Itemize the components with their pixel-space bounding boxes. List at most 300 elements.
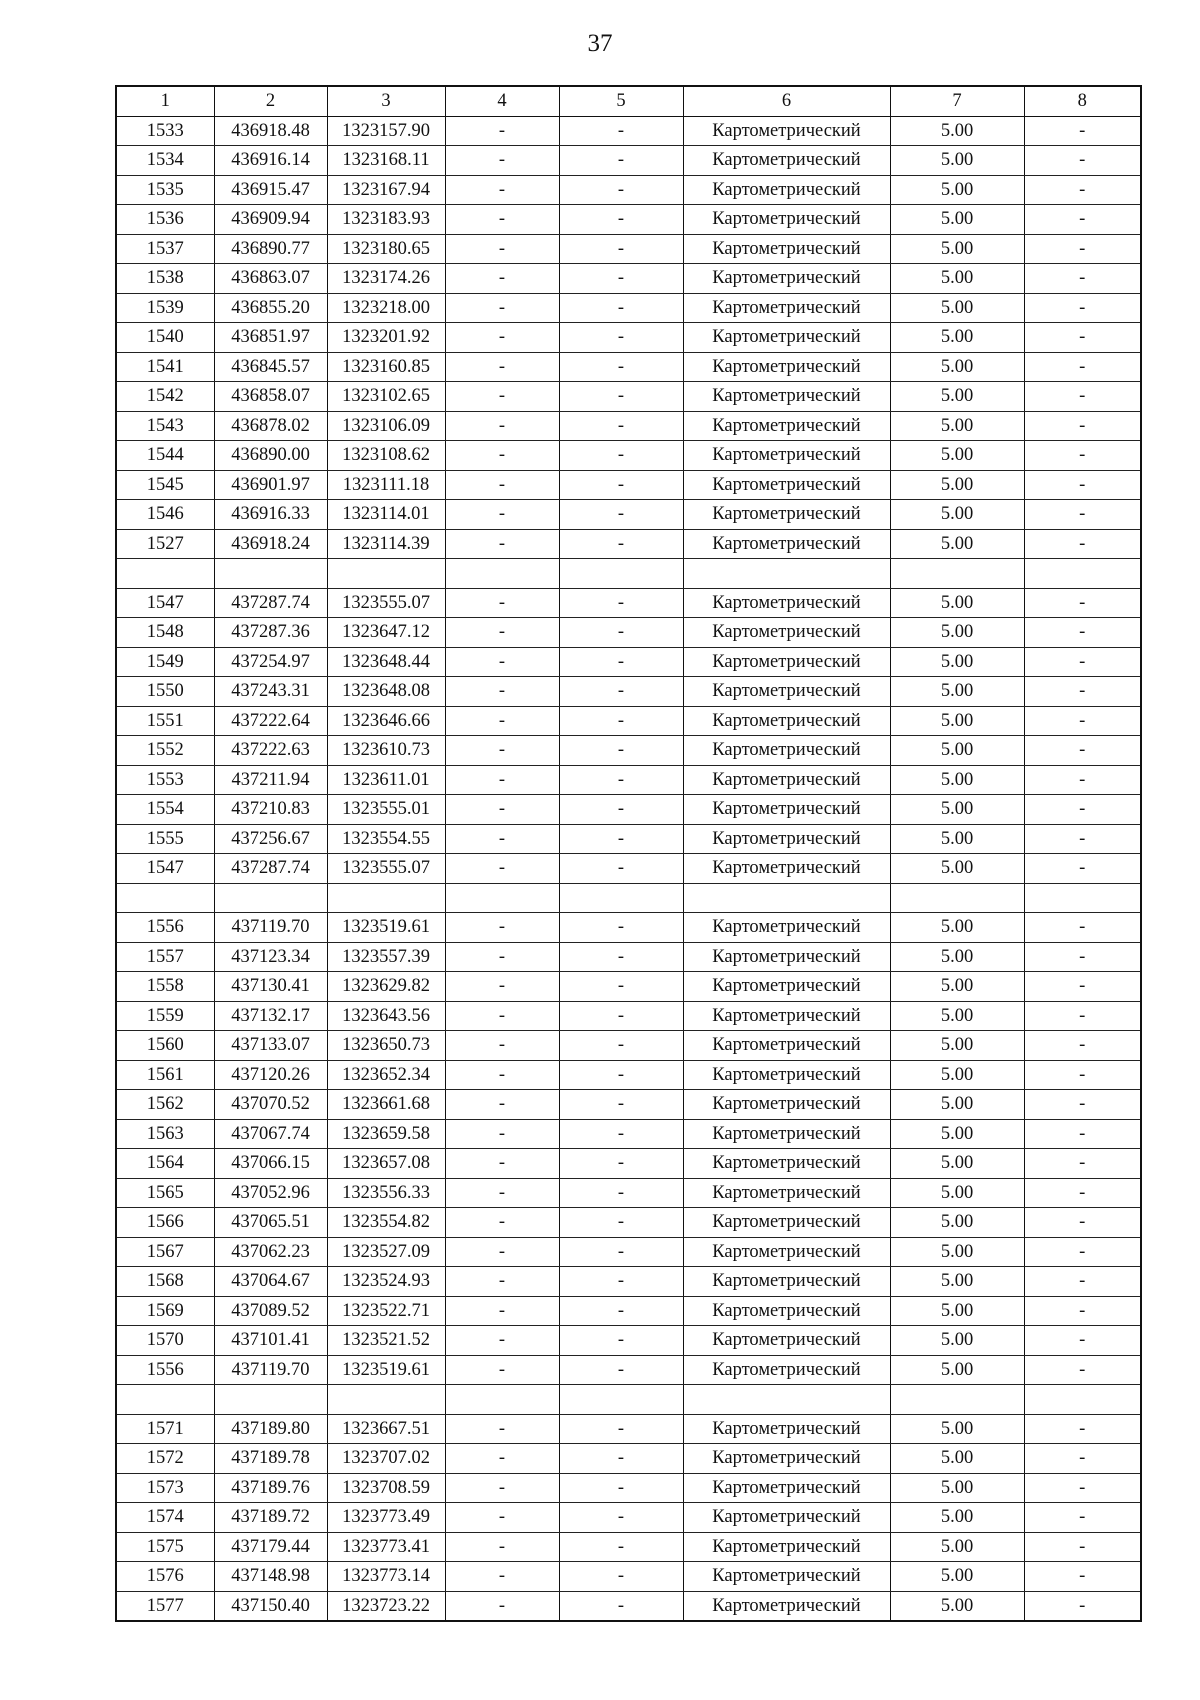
table-cell: 5.00 xyxy=(890,1060,1024,1090)
table-cell: - xyxy=(1024,1444,1141,1474)
table-cell: 1323773.41 xyxy=(327,1532,445,1562)
table-cell: 1568 xyxy=(116,1267,214,1297)
table-cell: Картометрический xyxy=(683,1001,890,1031)
table-cell: - xyxy=(445,441,559,471)
empty-cell xyxy=(445,883,559,913)
table-cell: 1323554.55 xyxy=(327,824,445,854)
table-cell: - xyxy=(559,765,683,795)
table-cell: - xyxy=(1024,677,1141,707)
table-cell: - xyxy=(559,1562,683,1592)
header-cell: 6 xyxy=(683,86,890,116)
table-cell: Картометрический xyxy=(683,588,890,618)
table-cell: Картометрический xyxy=(683,411,890,441)
table-cell: - xyxy=(445,1090,559,1120)
empty-cell xyxy=(214,559,327,589)
table-cell: 436918.24 xyxy=(214,529,327,559)
table-cell: - xyxy=(1024,264,1141,294)
table-cell: - xyxy=(445,913,559,943)
table-cell: - xyxy=(1024,1178,1141,1208)
table-row xyxy=(116,736,1141,766)
table-cell: - xyxy=(1024,175,1141,205)
table-cell: - xyxy=(1024,1355,1141,1385)
empty-cell xyxy=(327,1385,445,1415)
table-cell: Картометрический xyxy=(683,1562,890,1592)
table-cell: 5.00 xyxy=(890,441,1024,471)
table-cell: - xyxy=(445,854,559,884)
table-cell: 5.00 xyxy=(890,1119,1024,1149)
table-row xyxy=(116,1532,1141,1562)
table-cell: Картометрический xyxy=(683,175,890,205)
table-cell: - xyxy=(559,175,683,205)
table-cell: - xyxy=(445,1149,559,1179)
table-cell: - xyxy=(1024,323,1141,353)
table-cell: 1538 xyxy=(116,264,214,294)
table-cell: - xyxy=(1024,1503,1141,1533)
table-cell: - xyxy=(445,1001,559,1031)
table-cell: 437120.26 xyxy=(214,1060,327,1090)
table-cell: 5.00 xyxy=(890,116,1024,146)
table-cell: 1547 xyxy=(116,588,214,618)
table-cell: - xyxy=(445,411,559,441)
table-cell: 1573 xyxy=(116,1473,214,1503)
table-row xyxy=(116,352,1141,382)
table-cell: Картометрический xyxy=(683,1444,890,1474)
table-cell: - xyxy=(1024,1001,1141,1031)
table-cell: 5.00 xyxy=(890,942,1024,972)
table-cell: 5.00 xyxy=(890,146,1024,176)
table-cell: - xyxy=(445,205,559,235)
table-cell: - xyxy=(1024,588,1141,618)
table-cell: - xyxy=(445,1296,559,1326)
table-cell: 1571 xyxy=(116,1414,214,1444)
table-cell: - xyxy=(1024,706,1141,736)
table-cell: 437287.74 xyxy=(214,854,327,884)
empty-cell xyxy=(1024,559,1141,589)
table-row xyxy=(116,411,1141,441)
table-cell: 436890.00 xyxy=(214,441,327,471)
table-cell: 437179.44 xyxy=(214,1532,327,1562)
table-cell: 5.00 xyxy=(890,1296,1024,1326)
table-cell: 1323643.56 xyxy=(327,1001,445,1031)
table-cell: 1550 xyxy=(116,677,214,707)
table-body xyxy=(116,116,1141,1621)
table-cell: 1323521.52 xyxy=(327,1326,445,1356)
table-row xyxy=(116,1060,1141,1090)
table-cell: 1535 xyxy=(116,175,214,205)
table-cell: 5.00 xyxy=(890,470,1024,500)
table-cell: 437123.34 xyxy=(214,942,327,972)
empty-cell xyxy=(1024,1385,1141,1415)
table-cell: 5.00 xyxy=(890,1031,1024,1061)
table-cell: - xyxy=(445,1503,559,1533)
table-row xyxy=(116,913,1141,943)
table-cell: 5.00 xyxy=(890,264,1024,294)
table-cell: Картометрический xyxy=(683,1267,890,1297)
table-cell: 1323707.02 xyxy=(327,1444,445,1474)
table-cell: - xyxy=(559,1208,683,1238)
table-cell: 1323667.51 xyxy=(327,1414,445,1444)
table-cell: - xyxy=(1024,1532,1141,1562)
table-cell: - xyxy=(1024,470,1141,500)
table-cell: 1323648.44 xyxy=(327,647,445,677)
table-cell: Картометрический xyxy=(683,736,890,766)
table-cell: 5.00 xyxy=(890,824,1024,854)
table-cell: Картометрический xyxy=(683,1296,890,1326)
empty-cell xyxy=(327,883,445,913)
table-cell: - xyxy=(1024,352,1141,382)
table-cell: Картометрический xyxy=(683,1119,890,1149)
table-cell: 1323111.18 xyxy=(327,470,445,500)
table-row xyxy=(116,795,1141,825)
table-cell: 437119.70 xyxy=(214,913,327,943)
table-cell: 5.00 xyxy=(890,175,1024,205)
table-cell: - xyxy=(1024,293,1141,323)
table-cell: 1323661.68 xyxy=(327,1090,445,1120)
table-cell: - xyxy=(1024,942,1141,972)
table-cell: 1577 xyxy=(116,1591,214,1621)
table-cell: Картометрический xyxy=(683,205,890,235)
table-cell: Картометрический xyxy=(683,146,890,176)
table-cell: - xyxy=(1024,647,1141,677)
table-cell: Картометрический xyxy=(683,323,890,353)
table-separator-row xyxy=(116,559,1141,589)
table-cell: 1556 xyxy=(116,913,214,943)
table-cell: 5.00 xyxy=(890,765,1024,795)
table-cell: Картометрический xyxy=(683,1591,890,1621)
table-row xyxy=(116,1503,1141,1533)
table-row xyxy=(116,293,1141,323)
table-cell: Картометрический xyxy=(683,1090,890,1120)
table-row xyxy=(116,500,1141,530)
table-cell: - xyxy=(1024,1208,1141,1238)
empty-cell xyxy=(116,1385,214,1415)
empty-cell xyxy=(890,883,1024,913)
empty-cell xyxy=(559,883,683,913)
table-cell: - xyxy=(445,824,559,854)
table-cell: - xyxy=(559,1237,683,1267)
table-cell: - xyxy=(1024,411,1141,441)
table-cell: 1323160.85 xyxy=(327,352,445,382)
table-cell: 5.00 xyxy=(890,1355,1024,1385)
table-separator-row xyxy=(116,1385,1141,1415)
table-cell: Картометрический xyxy=(683,913,890,943)
table-cell: 1561 xyxy=(116,1060,214,1090)
table-cell: - xyxy=(559,1178,683,1208)
empty-cell xyxy=(890,1385,1024,1415)
table-row xyxy=(116,1473,1141,1503)
table-cell: - xyxy=(445,972,559,1002)
table-cell: - xyxy=(559,1001,683,1031)
table-cell: - xyxy=(445,1031,559,1061)
table-cell: 1539 xyxy=(116,293,214,323)
table-cell: - xyxy=(445,647,559,677)
table-cell: 1557 xyxy=(116,942,214,972)
table-cell: 1546 xyxy=(116,500,214,530)
table-cell: 1567 xyxy=(116,1237,214,1267)
table-cell: 1323708.59 xyxy=(327,1473,445,1503)
table-row xyxy=(116,1267,1141,1297)
table-cell: - xyxy=(559,1444,683,1474)
table-row xyxy=(116,1591,1141,1621)
table-cell: 5.00 xyxy=(890,323,1024,353)
table-cell: 437119.70 xyxy=(214,1355,327,1385)
table-cell: - xyxy=(445,588,559,618)
table-cell: - xyxy=(445,1237,559,1267)
table-cell: - xyxy=(559,1060,683,1090)
header-cell: 5 xyxy=(559,86,683,116)
table-cell: - xyxy=(559,1503,683,1533)
table-cell: - xyxy=(445,1208,559,1238)
table-cell: 1323519.61 xyxy=(327,913,445,943)
table-cell: - xyxy=(1024,146,1141,176)
table-cell: - xyxy=(1024,382,1141,412)
table-cell: 436915.47 xyxy=(214,175,327,205)
table-row xyxy=(116,1090,1141,1120)
table-cell: - xyxy=(1024,116,1141,146)
table-cell: 1323168.11 xyxy=(327,146,445,176)
table-cell: - xyxy=(559,1532,683,1562)
table-cell: 437101.41 xyxy=(214,1326,327,1356)
table-cell: - xyxy=(559,352,683,382)
table-cell: 1323610.73 xyxy=(327,736,445,766)
table-cell: 1323555.07 xyxy=(327,854,445,884)
header-cell: 3 xyxy=(327,86,445,116)
table-cell: Картометрический xyxy=(683,1149,890,1179)
table-cell: Картометрический xyxy=(683,352,890,382)
page-number: 37 xyxy=(587,30,613,57)
empty-cell xyxy=(445,559,559,589)
table-cell: 5.00 xyxy=(890,205,1024,235)
empty-cell xyxy=(559,1385,683,1415)
table-cell: 1323519.61 xyxy=(327,1355,445,1385)
table-cell: Картометрический xyxy=(683,1208,890,1238)
table-cell: Картометрический xyxy=(683,470,890,500)
table-cell: 1536 xyxy=(116,205,214,235)
table-cell: 437132.17 xyxy=(214,1001,327,1031)
table-cell: - xyxy=(559,529,683,559)
table-cell: - xyxy=(445,677,559,707)
table-cell: 437256.67 xyxy=(214,824,327,854)
table-cell: Картометрический xyxy=(683,234,890,264)
table-cell: Картометрический xyxy=(683,1060,890,1090)
table-cell: 1545 xyxy=(116,470,214,500)
table-cell: 1572 xyxy=(116,1444,214,1474)
table-cell: 437189.72 xyxy=(214,1503,327,1533)
table-cell: Картометрический xyxy=(683,1473,890,1503)
table-cell: Картометрический xyxy=(683,795,890,825)
table-row xyxy=(116,441,1141,471)
table-cell: 5.00 xyxy=(890,736,1024,766)
table-cell: 5.00 xyxy=(890,1267,1024,1297)
table-cell: 5.00 xyxy=(890,913,1024,943)
table-cell: 5.00 xyxy=(890,588,1024,618)
table-cell: - xyxy=(559,942,683,972)
empty-cell xyxy=(1024,883,1141,913)
table-cell: Картометрический xyxy=(683,618,890,648)
table-cell: 5.00 xyxy=(890,234,1024,264)
table-cell: 437070.52 xyxy=(214,1090,327,1120)
table-cell: - xyxy=(445,1119,559,1149)
table-cell: - xyxy=(559,1031,683,1061)
table-cell: 5.00 xyxy=(890,1001,1024,1031)
table-cell: - xyxy=(559,411,683,441)
table-row xyxy=(116,618,1141,648)
table-row xyxy=(116,1355,1141,1385)
table-cell: - xyxy=(559,1296,683,1326)
table-cell: - xyxy=(559,146,683,176)
table-cell: 5.00 xyxy=(890,1237,1024,1267)
empty-cell xyxy=(683,1385,890,1415)
table-cell: 1576 xyxy=(116,1562,214,1592)
table-cell: 1323555.07 xyxy=(327,588,445,618)
table-cell: - xyxy=(1024,618,1141,648)
table-row xyxy=(116,382,1141,412)
table-cell: - xyxy=(559,647,683,677)
table-cell: Картометрический xyxy=(683,824,890,854)
table-cell: - xyxy=(559,500,683,530)
table-row xyxy=(116,1296,1141,1326)
table-cell: 437133.07 xyxy=(214,1031,327,1061)
table-row xyxy=(116,1149,1141,1179)
table-cell: 1323554.82 xyxy=(327,1208,445,1238)
table-row xyxy=(116,1208,1141,1238)
table-cell: 1323524.93 xyxy=(327,1267,445,1297)
table-cell: - xyxy=(559,293,683,323)
table-cell: 1323106.09 xyxy=(327,411,445,441)
table-row xyxy=(116,706,1141,736)
empty-cell xyxy=(683,883,890,913)
table-cell: Картометрический xyxy=(683,441,890,471)
empty-cell xyxy=(327,559,445,589)
table-cell: 437065.51 xyxy=(214,1208,327,1238)
table-row xyxy=(116,146,1141,176)
table-cell: 1323773.14 xyxy=(327,1562,445,1592)
table-row xyxy=(116,1562,1141,1592)
table-cell: - xyxy=(445,706,559,736)
table-cell: 1554 xyxy=(116,795,214,825)
table-cell: 1323527.09 xyxy=(327,1237,445,1267)
table-cell: 1551 xyxy=(116,706,214,736)
table-cell: 437052.96 xyxy=(214,1178,327,1208)
table-cell: - xyxy=(1024,913,1141,943)
table-cell: 1323102.65 xyxy=(327,382,445,412)
table-cell: 436845.57 xyxy=(214,352,327,382)
table-cell: - xyxy=(445,1355,559,1385)
table-cell: - xyxy=(559,677,683,707)
table-cell: - xyxy=(445,1532,559,1562)
table-cell: - xyxy=(559,470,683,500)
table-cell: - xyxy=(1024,736,1141,766)
table-separator-row xyxy=(116,883,1141,913)
table-cell: 5.00 xyxy=(890,1532,1024,1562)
table-row xyxy=(116,205,1141,235)
table-cell: Картометрический xyxy=(683,1031,890,1061)
table-cell: 5.00 xyxy=(890,1149,1024,1179)
table-cell: - xyxy=(559,1355,683,1385)
table-cell: - xyxy=(559,382,683,412)
table-row xyxy=(116,942,1141,972)
table-cell: 436858.07 xyxy=(214,382,327,412)
empty-cell xyxy=(559,559,683,589)
table-cell: 5.00 xyxy=(890,1473,1024,1503)
table-cell: - xyxy=(559,1473,683,1503)
table-cell: - xyxy=(559,1090,683,1120)
table-row xyxy=(116,175,1141,205)
table-cell: - xyxy=(445,382,559,412)
table-cell: - xyxy=(445,175,559,205)
table-cell: - xyxy=(445,765,559,795)
empty-cell xyxy=(116,883,214,913)
table-cell: 5.00 xyxy=(890,1414,1024,1444)
table-cell: 5.00 xyxy=(890,352,1024,382)
table-cell: 437287.74 xyxy=(214,588,327,618)
table-cell: 5.00 xyxy=(890,677,1024,707)
table-cell: Картометрический xyxy=(683,500,890,530)
table-cell: 437148.98 xyxy=(214,1562,327,1592)
empty-cell xyxy=(214,883,327,913)
table-cell: - xyxy=(445,470,559,500)
table-cell: 437222.64 xyxy=(214,706,327,736)
table-row xyxy=(116,1326,1141,1356)
table-cell: 437211.94 xyxy=(214,765,327,795)
empty-cell xyxy=(445,1385,559,1415)
table-cell: 5.00 xyxy=(890,382,1024,412)
table-cell: 437062.23 xyxy=(214,1237,327,1267)
table-cell: - xyxy=(559,1414,683,1444)
table-row xyxy=(116,1178,1141,1208)
table-cell: 5.00 xyxy=(890,293,1024,323)
table-row xyxy=(116,1237,1141,1267)
table-cell: 1533 xyxy=(116,116,214,146)
table-row xyxy=(116,647,1141,677)
table-cell: - xyxy=(1024,1326,1141,1356)
coordinates-table xyxy=(115,85,1142,1622)
table-cell: - xyxy=(445,1473,559,1503)
table-cell: 437254.97 xyxy=(214,647,327,677)
table-cell: 1544 xyxy=(116,441,214,471)
table-cell: 1323183.93 xyxy=(327,205,445,235)
table-cell: - xyxy=(445,1060,559,1090)
table-cell: 437222.63 xyxy=(214,736,327,766)
table-cell: - xyxy=(1024,1090,1141,1120)
table-cell: 437130.41 xyxy=(214,972,327,1002)
table-cell: 1323167.94 xyxy=(327,175,445,205)
table-cell: 1560 xyxy=(116,1031,214,1061)
table-cell: 5.00 xyxy=(890,1444,1024,1474)
table-cell: Картометрический xyxy=(683,1532,890,1562)
table-cell: 1323114.39 xyxy=(327,529,445,559)
table-cell: 5.00 xyxy=(890,529,1024,559)
table-cell: 1555 xyxy=(116,824,214,854)
table-row xyxy=(116,116,1141,146)
table-cell: 1323647.12 xyxy=(327,618,445,648)
table-cell: - xyxy=(445,1267,559,1297)
table-cell: - xyxy=(559,205,683,235)
table-cell: - xyxy=(559,1267,683,1297)
table-cell: - xyxy=(559,618,683,648)
header-cell: 2 xyxy=(214,86,327,116)
table-cell: Картометрический xyxy=(683,1326,890,1356)
table-cell: - xyxy=(1024,1149,1141,1179)
table-cell: Картометрический xyxy=(683,293,890,323)
table-cell: 1542 xyxy=(116,382,214,412)
table-cell: - xyxy=(1024,1031,1141,1061)
table-cell: 436851.97 xyxy=(214,323,327,353)
table-cell: 436918.48 xyxy=(214,116,327,146)
table-cell: 436863.07 xyxy=(214,264,327,294)
table-cell: - xyxy=(1024,1237,1141,1267)
table-cell: - xyxy=(445,116,559,146)
